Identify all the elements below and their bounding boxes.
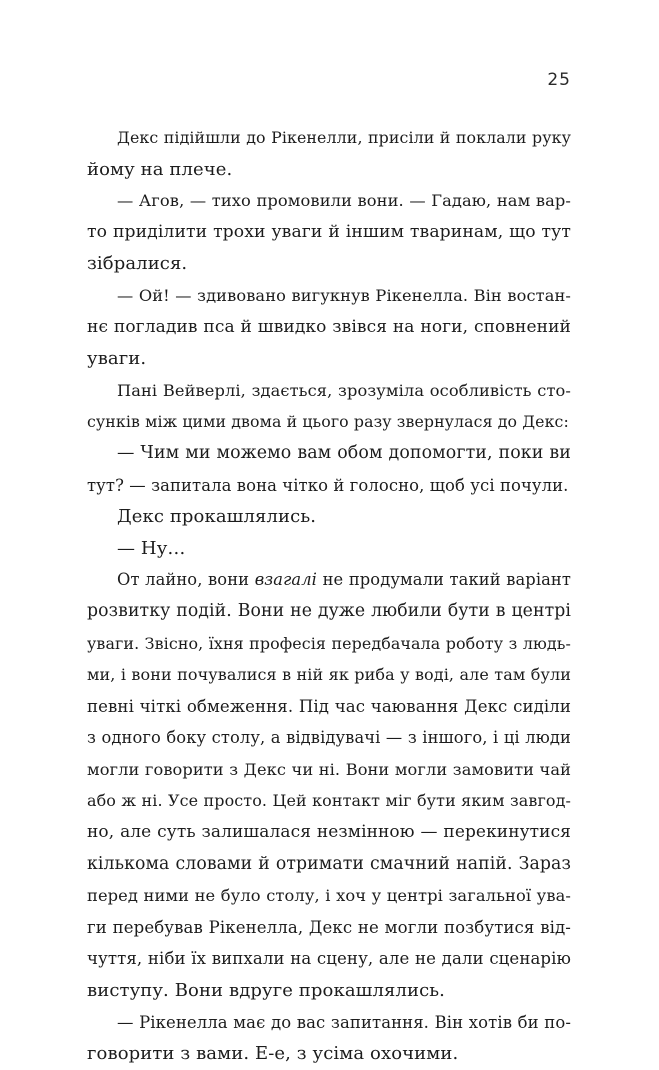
body-text xyxy=(87,122,571,1070)
text-line: — Рікенелла має до вас запитання. Він хотів би по- xyxy=(117,1012,571,1032)
text-line: ги перебував Рікенелла, Декс не могли позбутися від- xyxy=(87,917,571,937)
text-fragment: От лайно, вони xyxy=(117,570,255,590)
text-line: Декс підійшли до Рікенелли, присіли й поклали руку xyxy=(117,128,571,147)
text-line: перед ними не було столу, і хоч у центрі загальної ува- xyxy=(87,886,571,906)
text-line: — Агов, — тихо промовили вони. — Гадаю, нам вар- xyxy=(117,191,571,211)
italic-emphasis: взагалі xyxy=(254,570,317,590)
text-line: розвитку подій. Вони не дуже любили бути в центрі xyxy=(87,600,571,621)
text-line: або ж ні. Усе просто. Цей контакт міг бути яким завгод- xyxy=(87,791,571,811)
text-line: тут? — запитала вона чітко й голосно, щоб усі почули. xyxy=(87,475,569,495)
text-line: могли говорити з Декс чи ні. Вони могли замовити чай xyxy=(87,759,571,779)
text-line: Декс прокашлялись. xyxy=(117,506,317,528)
text-line: Пані Вейверлі, здається, зрозуміла особливість сто- xyxy=(117,380,571,400)
text-line: з одного боку столу, а відвідувачі — з іншого, і ці люди xyxy=(87,728,571,748)
text-line: сунків між цими двома й цього разу звернулася до Декс: xyxy=(87,412,569,432)
text-line: ми, і вони почувалися в ній як риба у воді, але там були xyxy=(87,665,571,685)
text-line xyxy=(87,564,571,596)
text-line: уваги. Звісно, їхня професія передбачала роботу з людь- xyxy=(87,633,571,653)
page-number: 25 xyxy=(547,70,571,90)
text-line: — Чим ми можемо вам обом допомогти, поки ви xyxy=(117,442,571,463)
text-line: виступу. Вони вдруге прокашлялись. xyxy=(87,980,446,1002)
text-line: но, але суть залишалася незмінною — перекинутися xyxy=(87,822,571,843)
text-line: — Ой! — здивовано вигукнув Рікенелла. Він востан- xyxy=(117,285,571,305)
text-line: певні чіткі обмеження. Під час чаювання Декс сиділи xyxy=(87,696,571,716)
text-line: то приділити трохи уваги й іншим тваринам, що тут xyxy=(87,221,571,242)
text-line: кількома словами й отримати смачний напій. Зараз xyxy=(87,853,571,874)
text-line: чуття, ніби їх випхали на сцену, але не дали сценарію xyxy=(87,949,571,969)
text-fragment: не продумали такий варіант xyxy=(316,570,571,590)
text-line: нє погладив пса й швидко звівся на ноги, сповнений xyxy=(87,316,571,337)
text-line: говорити з вами. Е-е, з усіма охочими. xyxy=(87,1043,459,1065)
text-line: йому на плече. xyxy=(87,158,233,180)
text-line: — Ну… xyxy=(117,537,186,559)
text-line: зібралися. xyxy=(87,253,188,275)
text-line: уваги. xyxy=(87,348,147,370)
